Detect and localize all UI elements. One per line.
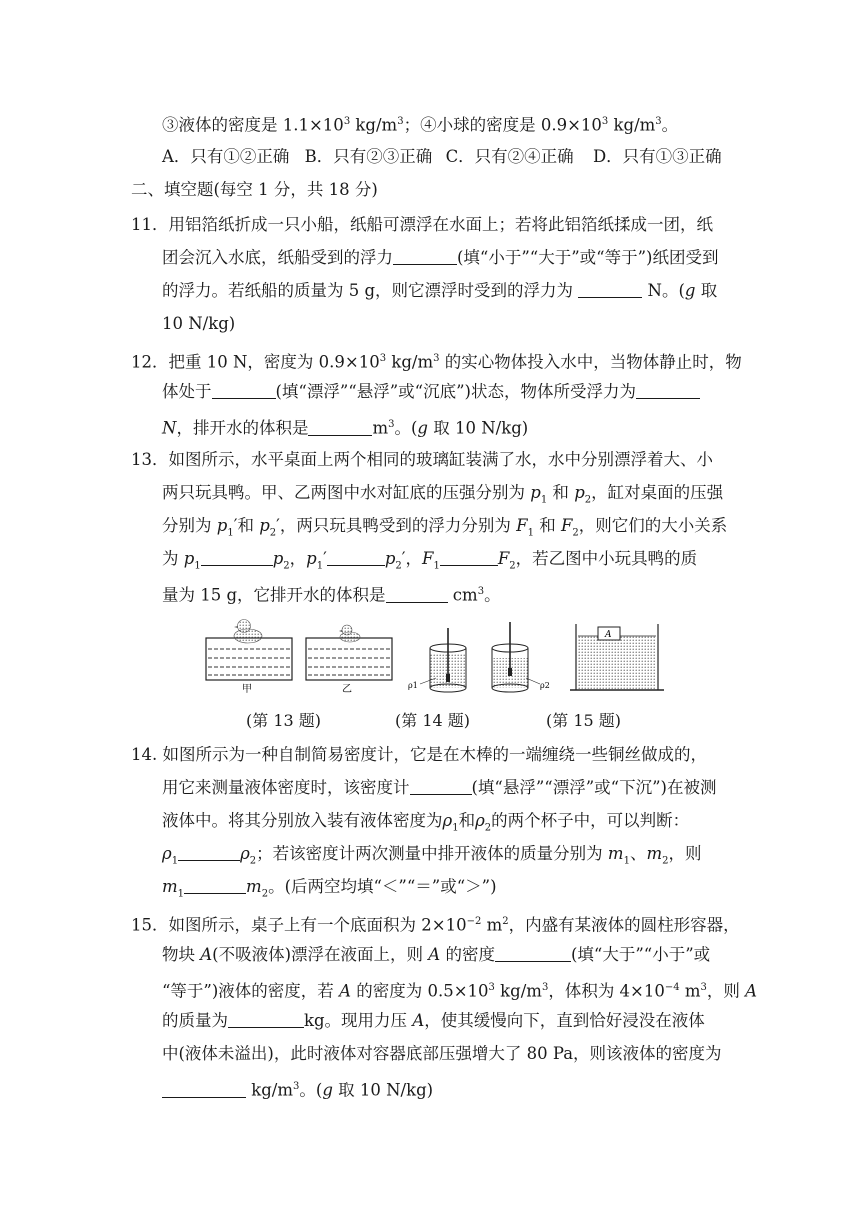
q14-blank-2[interactable]: [178, 844, 240, 861]
q13-line1: 13．如图所示，水平桌面上两个相同的玻璃缸装满了水，水中分别漂浮着大、小: [131, 450, 713, 469]
q11-line1: 11．用铝箔纸折成一只小船，纸船可漂浮在水面上；若将此铝箔纸揉成一团，纸: [131, 215, 713, 234]
q10-option-b: B．只有②③正确: [304, 147, 433, 166]
q15-line5: 中(液体未溢出)，此时液体对容器底部压强增大了 80 Pa，则该液体的密度为: [162, 1044, 722, 1063]
q15-line6: $kg/m^3$。(g 取 10 N/kg): [162, 1075, 433, 1103]
q15-line3: “等于”)液体的密度，若 A 的密度为 $0.5\times 10^3$ $kg/m^3$，体积为 $4\times 10^{-4}$ $m^3$，则 A: [162, 981, 758, 1001]
small-duck-icon: [339, 625, 360, 642]
q10-option-c: C．只有②④正确: [445, 147, 574, 166]
q13-line2: 两只玩具鸭。甲、乙两图中水对缸底的压强分别为 $p_1$ 和 $p_2$，缸对桌面的压强: [162, 483, 724, 506]
q10-option-d: D．只有①③正确: [592, 147, 722, 166]
q14-line2: 用它来测量液体密度时，该密度计 (填“悬浮”“漂浮”或“下沉”)在被测: [162, 778, 717, 797]
q11-line2: 团会沉入水底，纸船受到的浮力 (填“小于”“大于”或“等于”)纸团受到: [162, 248, 719, 267]
figure-13: [200, 618, 396, 696]
q12-line1: 12．把重 10 N，密度为 $0.9\times 10^3$ $kg/m^3$ 的实心物体投入水中，当物体静止时，物: [131, 352, 742, 372]
big-duck-icon: [234, 620, 262, 644]
q11-blank-1[interactable]: [393, 248, 457, 265]
q15-line1: 15．如图所示，桌子上有一个底面积为 $2\times 10^{-2}$ $m^2$，内盛有某液体的圆柱形容器，: [131, 915, 740, 935]
q14-line4: $\rho_1$ $\rho_2$；若该密度计两次测量中排开液体的质量分别为 $m_1$、$m_2$，则: [162, 844, 702, 867]
q13-line3: 分别为 $p_1'$和 $p_2'$，两只玩具鸭受到的浮力分别为 $F_1$ 和 $F_2$，则它们的大小关系: [162, 516, 728, 539]
q15-line2: 物块 A(不吸液体)漂浮在液面上，则 A 的密度 (填“大于”“小于”或: [162, 945, 711, 964]
caption-fig14: (第 14 题): [395, 711, 471, 730]
q13-blank-3[interactable]: [440, 549, 498, 566]
q11-blank-2[interactable]: [578, 281, 642, 298]
fig14-label-rho2: ρ2: [540, 681, 550, 690]
caption-fig15: (第 15 题): [546, 711, 622, 730]
q10-statement-line: ③液体的密度是 $1.1\times 10^3$ $kg/m^3$；④小球的密度是 $0.9\times 10^3$ $kg/m^3$。: [162, 115, 679, 135]
q12-line2: 体处于 (填“漂浮”“悬浮”或“沉底”)状态，物体所受浮力为: [162, 380, 700, 404]
q15-line4: 的质量为 kg。现用力压 A，使其缓慢向下，直到恰好浸没在液体: [162, 1011, 705, 1030]
q15-blank-2[interactable]: [228, 1011, 304, 1028]
fig15-label-a: A: [605, 630, 612, 640]
q10-options: [162, 145, 722, 169]
q12-blank-3[interactable]: [308, 419, 372, 436]
q15-blank-1[interactable]: [495, 945, 571, 962]
q13-line5: 量为 15 g，它排开水的体积是 $cm^3$。: [162, 585, 501, 605]
fig14-label-rho1: ρ1: [408, 681, 418, 690]
q12-line3: N，排开水的体积是 $m^3$。(g 取 10 N/kg): [162, 418, 529, 438]
q12-blank-1[interactable]: [212, 382, 276, 399]
q14-line1: 14. 如图所示为一种自制简易密度计，它是在木棒的一端缠绕一些铜丝做成的，: [131, 745, 707, 764]
q11-line3: 的浮力。若纸船的质量为 5 g，则它漂浮时受到的浮力为 N。(g 取: [162, 281, 718, 300]
q14-blank-1[interactable]: [410, 778, 472, 795]
caption-fig13: (第 13 题): [246, 711, 322, 730]
q10-option-a: A．只有①②正确: [162, 147, 290, 166]
section-title: 二、填空题(每空 1 分，共 18 分): [131, 180, 378, 199]
figure-14: [406, 618, 556, 696]
q14-blank-3[interactable]: [184, 877, 246, 894]
q11-line4: 10 N/kg): [162, 314, 236, 333]
fig13-label-jia: 甲: [242, 684, 252, 695]
q15-blank-3[interactable]: [162, 1081, 246, 1098]
fig13-label-yi: 乙: [342, 684, 352, 695]
q14-line5: $m_1$ $m_2$。(后两空均填“＜”“＝”或“＞”): [162, 877, 497, 900]
q14-line3: 液体中。将其分别放入装有液体密度为$\rho_1$和$\rho_2$的两个杯子中，可以判断：: [162, 811, 690, 834]
q13-line4: 为 $p_1$ $p_2$，$p_1'$ $p_2'$，$F_1$ $F_2$，若乙图中小玩具鸭的质: [162, 549, 698, 572]
q13-blank-2[interactable]: [327, 549, 385, 566]
q13-blank-1[interactable]: [201, 549, 273, 566]
q13-blank-4[interactable]: [386, 586, 448, 603]
figure-15: [566, 618, 666, 696]
q12-blank-2[interactable]: [636, 382, 700, 399]
